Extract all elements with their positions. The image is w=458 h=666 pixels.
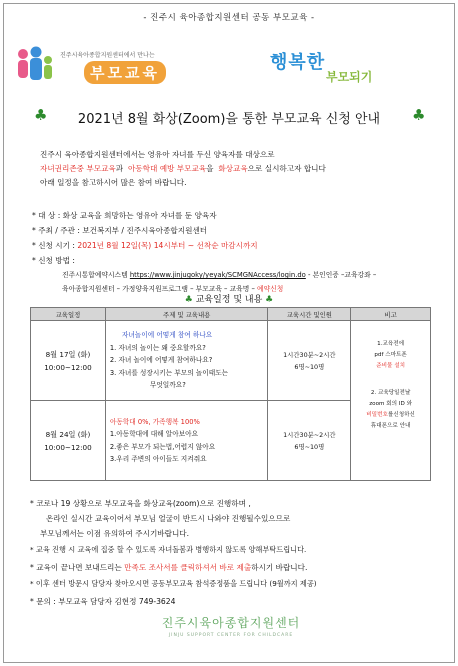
row2-date: 8월 24일 (화) — [45, 429, 91, 439]
info-period-label: * 신청 시기 : — [32, 241, 78, 250]
info-target: * 대 상 : 화상 교육을 희망하는 영유아 자녀를 둔 양육자 — [32, 211, 217, 220]
note-red-password: 비밀번호 — [366, 412, 388, 418]
clover-icon: ♣ — [34, 106, 48, 124]
row2-item-1: 1.아동학대에 대해 알아보아요 — [109, 430, 199, 439]
row2-item-3: 3.우리 주변의 아이들도 지켜줘요 — [109, 454, 207, 463]
note-5-red: 만족도 조사서를 클릭하셔서 바로 제출 — [124, 563, 252, 572]
note-4: * 교육 진행 시 교육에 집중 할 수 있도록 자녀돌봄과 병행하지 않도록 양해부탁드립니다. — [30, 545, 307, 554]
note-line-5: zoom 회의 ID 와 — [369, 401, 412, 407]
row2-time: 10:00~12:00 — [44, 442, 92, 452]
info-method-line-1 — [62, 269, 376, 279]
row2-duration-cell — [268, 401, 351, 481]
info-period — [32, 240, 258, 251]
row1-item-2: 2. 자녀 놀이에 어떻게 참여하나요? — [109, 356, 213, 365]
row1-people: 6명~10명 — [294, 362, 325, 371]
note-cell — [351, 321, 431, 481]
intro-red-3: 화상교육 — [218, 164, 248, 173]
row1-item-1: 1. 자녀의 놀이는 왜 중요할까요? — [109, 343, 206, 352]
method-post: - 본인인증 –교육강좌 – — [308, 271, 377, 279]
page-title: 2021년 8월 화상(Zoom)을 통한 부모교육 신청 안내 — [77, 112, 381, 127]
section-title — [0, 292, 458, 305]
method-line2-pre: 육아종합지원센터 – 가정양육지원프로그램 – 부모교육 – 교육명 – — [62, 285, 255, 293]
note-line-6-end: 를신청하신 — [387, 412, 415, 418]
row1-topic-cell — [105, 321, 268, 401]
note-2: 온라인 실시간 교육이어서 부모님 얼굴이 반드시 나와야 진행될수있으므로 — [46, 514, 291, 523]
row2-item-2: 2.좋은 부모가 되는법,어렵지 않아요 — [109, 442, 216, 451]
family-icon — [14, 46, 58, 84]
row1-item-4: 무엇일까요? — [149, 381, 186, 390]
intro-end: 으로 실시하고자 합니다 — [247, 164, 326, 173]
note-5-post: 하시기 바랍니다. — [251, 563, 308, 572]
row1-duration-cell — [268, 321, 351, 401]
footer-logo — [116, 614, 346, 648]
info-period-value: 2021년 8월 12일(목) 14시부터 ~ 선착순 마감시까지 — [77, 241, 258, 250]
row1-date-cell — [31, 321, 106, 401]
row1-date: 8월 17일 (화) — [45, 349, 91, 359]
header-duration: 교육시간 및인원 — [268, 308, 351, 321]
note-line-3: 준비물 설치 — [376, 363, 405, 369]
intro-line-1: 진주시 육아종합지원센터에서는 영유아 자녀를 두신 양육자를 대상으로 — [40, 150, 275, 159]
schedule-table — [30, 307, 431, 481]
row1-time: 10:00~12:00 — [44, 362, 92, 372]
logo-happy-parents — [264, 44, 416, 88]
note-6: * 이후 센터 방문시 담당자 찾아오시면 공동부모교육 참석증정품을 드립니다 (9월까지 제공) — [30, 579, 317, 588]
logo-right-main: 행복한 — [270, 52, 326, 73]
intro-red-2: 아동학대 예방 부모교육 — [127, 164, 207, 173]
footer-logo-text: 진주시육아종합지원센터 — [161, 616, 301, 630]
header-line: - 진주시 육아종합지원센터 공동 부모교육 - — [143, 13, 315, 23]
section-title-text: 교육일정 및 내용 — [195, 295, 263, 305]
logo-right-sub: 부모되기 — [326, 70, 373, 84]
intro-red-1: 자녀권리존중 부모교육 — [40, 164, 116, 173]
intro-line-2 — [40, 163, 326, 174]
logo-main-text: 부모교육 — [84, 61, 166, 84]
note-line-6 — [351, 410, 430, 421]
note-line-2: pdf 스마트폰 — [374, 352, 407, 358]
header-date: 교육일정 — [31, 308, 106, 321]
header-note: 비고 — [351, 308, 431, 321]
clover-icon: ♣ — [184, 295, 193, 305]
row1-topic: 자녀놀이에 어떻게 참여 하나요 — [121, 331, 213, 340]
method-line2-red: 예약신청 — [257, 285, 284, 293]
intro-mid-1: 과 — [115, 164, 124, 173]
note-line-1: 1.교육전에 — [377, 341, 405, 347]
note-5 — [30, 562, 307, 573]
note-5-pre: * 교육이 끝나면 보내드리는 — [30, 563, 125, 572]
note-line-7: 휴대폰으로 안내 — [370, 423, 411, 429]
row2-topic: 아동학대 0%, 가족행복 100% — [109, 417, 200, 426]
note-7: * 문의 : 부모교육 담당자 김현정 749-3624 — [30, 597, 176, 606]
row2-people: 6명~10명 — [294, 442, 325, 451]
table-row — [31, 321, 431, 401]
header-topic: 주제 및 교육내용 — [105, 308, 268, 321]
intro-line-3: 아래 일정을 참고하시어 많은 참여 바랍니다. — [40, 178, 187, 187]
clover-icon: ♣ — [265, 295, 274, 305]
row2-topic-cell — [105, 401, 268, 481]
row1-duration: 1시간30분~2시간 — [283, 350, 336, 359]
reservation-link[interactable]: https://www.jinjugoky/yeyak/SCMGNAccess/login.do — [129, 271, 306, 279]
method-pre: 진주시통합예약시스템 — [62, 271, 128, 279]
clover-icon: ♣ — [412, 106, 426, 124]
info-method-label: * 신청 방법 : — [32, 256, 75, 265]
note-line-4: 2. 교육당일전날 — [370, 390, 411, 396]
logo-parent-education — [14, 44, 186, 86]
row2-date-cell — [31, 401, 106, 481]
info-host: * 주최 / 주관 : 보건복지부 / 진주시육아종합지원센터 — [32, 226, 208, 235]
note-3: 부모님께서는 이점 유의하여 주시기바랍니다. — [40, 529, 190, 538]
footer-logo-sub: JINJU SUPPORT CENTER FOR CHILDCARE — [168, 633, 294, 638]
row1-item-3: 3. 자녀를 성장시키는 부모의 놀이태도는 — [109, 368, 229, 377]
row2-duration: 1시간30분~2시간 — [283, 430, 336, 439]
logo-subtitle: 진주시육아종합지원센터에서 만나는 — [60, 52, 155, 59]
table-header-row — [31, 308, 431, 321]
intro-mid-2: 을 — [206, 164, 214, 173]
note-1: * 코로나 19 상황으로 부모교육을 화상교육(zoom)으로 진행하며 , — [30, 499, 251, 508]
